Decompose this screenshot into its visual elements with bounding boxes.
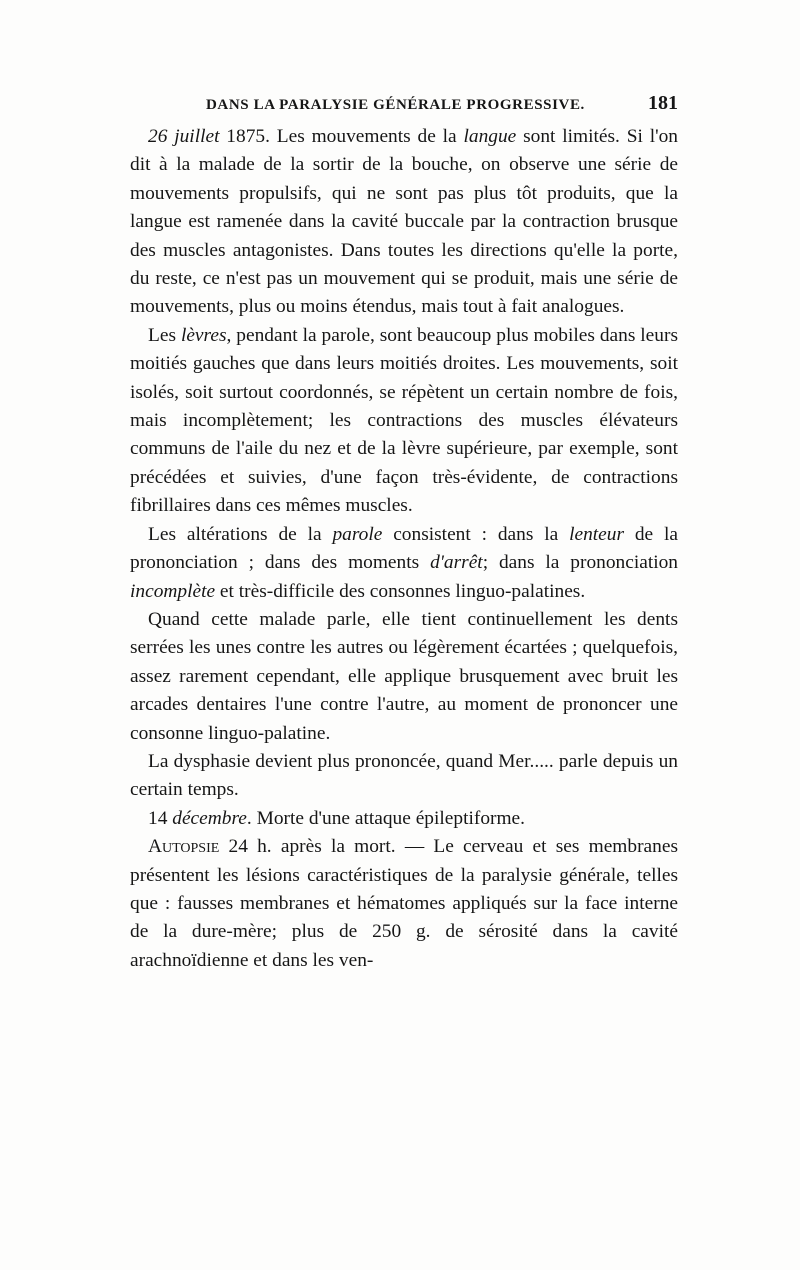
text-run: consistent : dans la — [382, 523, 570, 545]
paragraph-tongue — [130, 123, 678, 322]
text-run: sont limités. Si l'on dit à la malade de la sortir de la bouche, on observe une série de mouvements propulsifs, qui ne sont pas plus tôt produits, que la langue est ramenée dans la cavité buccale par la contraction brusque des muscles antagonistes. Dans toutes les directions qu'elle la porte, du reste, ce n'est pas un mouvement qui se produit, mais une série de mouvements, plus ou moins étendus, mais tout à fait analogues. — [130, 126, 678, 318]
paragraph-lips — [130, 322, 678, 521]
term-levres: lèvres — [180, 324, 227, 346]
paragraph-teeth: Quand cette malade parle, elle tient continuellement les dents serrées les unes contre les autres ou légèrement écartées ; quelquefois, assez rarement cependant, elle applique brusquement avec bruit les arcades dentaires l'une contre l'autre, au moment de prononcer une consonne linguo-palatine. — [130, 608, 678, 744]
text-run: 24 h. après la mort. — Le cerveau et ses membranes présentent les lésions caractéristiques de la paralysie générale, telles que : fausses membranes et hématomes appliqués sur la face interne de la dure-mère; plus de 250 g. de sérosité dans la cavité arachnoïdienne et dans les ven- — [130, 836, 678, 971]
paragraph-autopsy — [130, 833, 678, 975]
text-run: de la prononciation ; dans des moments — [130, 523, 679, 574]
body-text — [130, 123, 678, 975]
term-langue: langue — [463, 126, 517, 147]
term-arret: d'arrêt — [430, 552, 483, 574]
text-run: ; dans la prononciation — [482, 552, 679, 574]
paragraph-speech — [130, 521, 678, 606]
text-run: Les altérations de la — [148, 523, 333, 545]
text-run: Les — [148, 324, 181, 346]
running-head — [130, 92, 678, 114]
date-july: 26 juillet — [148, 126, 220, 147]
autopsy-label: Autopsie — [148, 836, 220, 858]
paragraph-dysphasia: La dysphasie devient plus prononcée, quand Mer..... parle depuis un certain temps. — [130, 750, 678, 801]
term-incomplete: incomplète — [130, 580, 216, 602]
running-title: DANS LA PARALYSIE GÉNÉRALE PROGRESSIVE. — [206, 97, 585, 113]
term-parole: parole — [332, 523, 383, 545]
term-lenteur: lenteur — [569, 523, 625, 545]
date-day: 14 — [148, 807, 173, 829]
date-december: décembre — [172, 807, 247, 829]
text-run: , pendant la parole, sont beaucoup plus mobiles dans leurs moitiés gauches que dans leurs moitiés droites. Les mouvements, soit isolés, soit surtout coordonnés, se répètent un certain nombre de fois, mais incomplètement; les contractions des muscles élévateurs communs de l'aile du nez et de la lèvre supérieure, par exemple, sont précédées et suivies, d'une façon très-évidente, de contractions fibrillaires dans ces mêmes muscles. — [130, 324, 678, 517]
paragraph-death — [130, 805, 678, 833]
text-run: 1875. Les mouvements de la — [219, 126, 464, 147]
text-run: . Morte d'une attaque épileptiforme. — [246, 807, 526, 829]
page-number: 181 — [648, 92, 678, 114]
text-run: et très-difficile des consonnes linguo-palatines. — [215, 580, 586, 602]
